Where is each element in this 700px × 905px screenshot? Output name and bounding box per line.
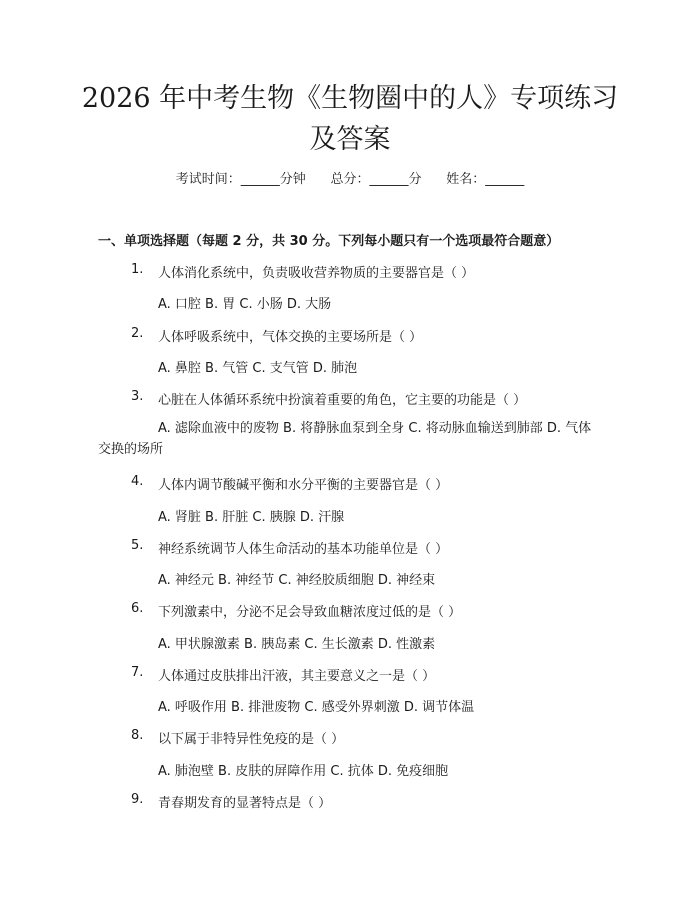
exam-info: 考试时间：______分钟 总分：______分 姓名：______ <box>175 172 525 187</box>
question-options: A. 呼吸作用 B. 排泄废物 C. 感受外界刺激 D. 调节体温 <box>158 700 475 715</box>
question-number: 4. <box>131 474 144 489</box>
question-options: A. 肾脏 B. 肝脏 C. 胰腺 D. 汗腺 <box>158 510 345 525</box>
question-text: 下列激素中，分泌不足会导致血糖浓度过低的是（ ） <box>158 605 462 620</box>
question-number: 8. <box>131 728 144 743</box>
question-number: 7. <box>131 665 144 680</box>
section-heading: 一、单项选择题（每题 2 分，共 30 分。下列每小题只有一个选项最符合题意） <box>98 234 560 249</box>
question-text: 人体呼吸系统中，气体交换的主要场所是（ ） <box>158 330 423 345</box>
question-number: 9. <box>131 792 144 807</box>
question-options: A. 甲状腺激素 B. 胰岛素 C. 生长激素 D. 性激素 <box>158 637 436 652</box>
question-text: 心脏在人体循环系统中扮演着重要的角色，它主要的功能是（ ） <box>158 393 527 408</box>
question-text: 人体内调节酸碱平衡和水分平衡的主要器官是（ ） <box>158 478 449 493</box>
question-text: 人体消化系统中，负责吸收营养物质的主要器官是（ ） <box>158 266 475 281</box>
question-text: 神经系统调节人体生命活动的基本功能单位是（ ） <box>158 542 449 557</box>
question-number: 1. <box>131 262 144 277</box>
question-text: 青春期发育的显著特点是（ ） <box>158 796 332 811</box>
question-options: A. 鼻腔 B. 气管 C. 支气管 D. 肺泡 <box>158 361 358 376</box>
question-number: 6. <box>131 601 144 616</box>
question-number: 5. <box>131 538 144 553</box>
question-number: 2. <box>131 326 144 341</box>
question-options: A. 肺泡壁 B. 皮肤的屏障作用 C. 抗体 D. 免疫细胞 <box>158 764 449 779</box>
title-line-1: 2026 年中考生物《生物圈中的人》专项练习 <box>81 83 619 114</box>
page-title <box>40 78 660 160</box>
question-options: A. 滤除血液中的废物 B. 将静脉血泵到全身 C. 将动脉血输送到肺部 D. 气体交换的场所 <box>98 421 592 457</box>
title-line-2: 及答案 <box>309 124 391 155</box>
question-text: 人体通过皮肤排出汗液，其主要意义之一是（ ） <box>158 669 436 684</box>
question-text: 以下属于非特异性免疫的是（ ） <box>158 732 345 747</box>
question-options: A. 口腔 B. 胃 C. 小肠 D. 大肠 <box>158 297 332 312</box>
question-number: 3. <box>131 389 144 404</box>
question-options: A. 神经元 B. 神经节 C. 神经胶质细胞 D. 神经束 <box>158 573 436 588</box>
